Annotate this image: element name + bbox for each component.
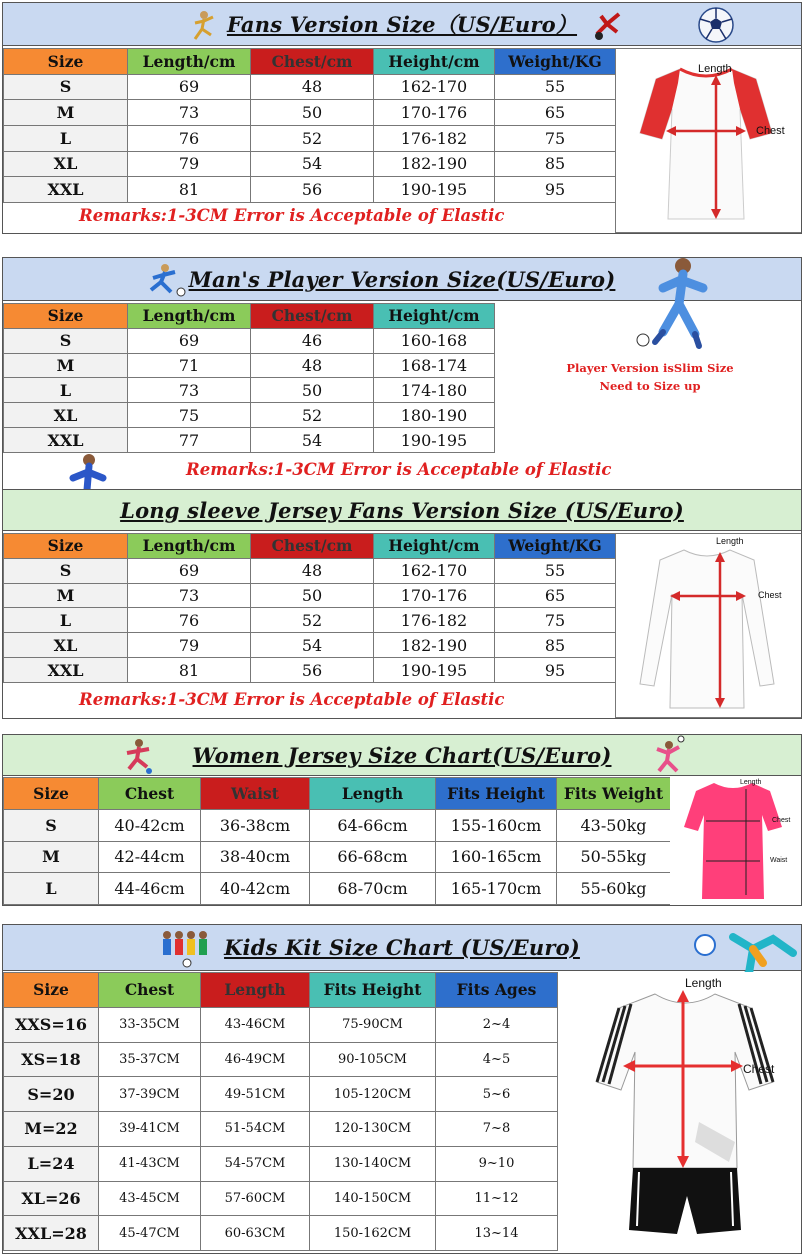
table-row bbox=[4, 403, 495, 428]
size-cell: M bbox=[4, 583, 128, 608]
table-row bbox=[4, 841, 671, 873]
player-note-line-1: Player Version isSlim Size bbox=[566, 361, 734, 375]
table-cell: 56 bbox=[251, 177, 374, 203]
kids-team-icon bbox=[159, 929, 209, 969]
table-cell: 180-190 bbox=[374, 403, 495, 428]
size-cell: M=22 bbox=[4, 1112, 99, 1147]
table-row bbox=[4, 1181, 558, 1216]
table-cell: 182-190 bbox=[374, 151, 495, 177]
table-cell: 76 bbox=[128, 125, 251, 151]
diagram-length-label: Length bbox=[716, 536, 744, 546]
table-cell: 165-170cm bbox=[436, 873, 557, 905]
kids-header-length: Length bbox=[201, 973, 310, 1008]
table-row bbox=[4, 1112, 558, 1147]
table-cell: 90-105CM bbox=[310, 1042, 436, 1077]
size-cell: XXS=16 bbox=[4, 1007, 99, 1042]
longsleeve-header-size: Size bbox=[4, 534, 128, 559]
diagram-length-label: Length bbox=[698, 63, 732, 75]
table-row bbox=[4, 74, 616, 100]
table-row bbox=[4, 873, 671, 905]
table-cell: 150-162CM bbox=[310, 1216, 436, 1251]
table-cell: 68-70cm bbox=[310, 873, 436, 905]
table-row bbox=[4, 100, 616, 126]
fans-header-height: Height/cm bbox=[374, 49, 495, 75]
size-cell: XXL bbox=[4, 177, 128, 203]
table-row bbox=[4, 633, 616, 658]
table-cell: 170-176 bbox=[374, 100, 495, 126]
table-cell: 46-49CM bbox=[201, 1042, 310, 1077]
table-cell: 73 bbox=[128, 100, 251, 126]
diagram-length-label: Length bbox=[740, 779, 762, 786]
table-row bbox=[4, 328, 495, 353]
kids-header-chest: Chest bbox=[99, 973, 201, 1008]
fans-header-length: Length/cm bbox=[128, 49, 251, 75]
table-row bbox=[4, 658, 616, 683]
table-row bbox=[4, 558, 616, 583]
table-cell: 56 bbox=[251, 658, 374, 683]
table-cell: 52 bbox=[251, 608, 374, 633]
fans-jersey-diagram bbox=[615, 48, 802, 233]
table-cell: 55 bbox=[495, 558, 616, 583]
table-cell: 55-60kg bbox=[557, 873, 671, 905]
size-cell: XXL=28 bbox=[4, 1216, 99, 1251]
fans-header-size: Size bbox=[4, 49, 128, 75]
table-cell: 176-182 bbox=[374, 125, 495, 151]
table-cell: 54 bbox=[251, 428, 374, 453]
fans-title-bar bbox=[3, 3, 801, 46]
table-cell: 41-43CM bbox=[99, 1146, 201, 1181]
size-cell: M bbox=[4, 100, 128, 126]
table-cell: 54 bbox=[251, 151, 374, 177]
table-cell: 162-170 bbox=[374, 558, 495, 583]
table-cell: 60-63CM bbox=[201, 1216, 310, 1251]
size-cell: L bbox=[4, 378, 128, 403]
fans-header-row bbox=[4, 49, 616, 75]
table-cell: 38-40cm bbox=[201, 841, 310, 873]
women-header-waist: Waist bbox=[201, 778, 310, 810]
table-cell: 69 bbox=[128, 558, 251, 583]
kids-header-fits-ages: Fits Ages bbox=[436, 973, 558, 1008]
table-row bbox=[4, 1042, 558, 1077]
longsleeve-header-weight: Weight/KG bbox=[495, 534, 616, 559]
table-cell: 43-50kg bbox=[557, 809, 671, 841]
size-cell: L bbox=[4, 608, 128, 633]
table-cell: 73 bbox=[128, 378, 251, 403]
table-cell: 44-46cm bbox=[99, 873, 201, 905]
table-row bbox=[4, 151, 616, 177]
table-cell: 7~8 bbox=[436, 1112, 558, 1147]
table-cell: 11~12 bbox=[436, 1181, 558, 1216]
diagram-chest-label: Chest bbox=[756, 125, 785, 137]
table-row bbox=[4, 608, 616, 633]
longsleeve-remarks: Remarks:1-3CM Error is Acceptable of Elastic bbox=[79, 690, 505, 709]
table-cell: 81 bbox=[128, 177, 251, 203]
player-kick-icon bbox=[189, 9, 219, 43]
player-header-chest: Chest/cm bbox=[251, 304, 374, 329]
table-cell: 9~10 bbox=[436, 1146, 558, 1181]
longsleeve-title: Long sleeve Jersey Fans Version Size (US/Euro) bbox=[120, 497, 684, 523]
table-cell: 85 bbox=[495, 151, 616, 177]
women-header-size: Size bbox=[4, 778, 99, 810]
table-cell: 49-51CM bbox=[201, 1077, 310, 1112]
table-cell: 33-35CM bbox=[99, 1007, 201, 1042]
women-header-length: Length bbox=[310, 778, 436, 810]
size-cell: XXL bbox=[4, 658, 128, 683]
kids-kit-icon bbox=[559, 972, 802, 1253]
women-size-section bbox=[2, 734, 802, 906]
diagram-chest-label: Chest bbox=[743, 1062, 775, 1076]
fans-header-weight: Weight/KG bbox=[495, 49, 616, 75]
table-cell: 65 bbox=[495, 583, 616, 608]
size-cell: L bbox=[4, 125, 128, 151]
player-kicking-photo-icon bbox=[633, 257, 723, 354]
player-running-icon bbox=[139, 262, 189, 298]
size-cell: L bbox=[4, 873, 99, 905]
table-cell: 52 bbox=[251, 403, 374, 428]
table-cell: 57-60CM bbox=[201, 1181, 310, 1216]
player-title: Man's Player Version Size(US/Euro) bbox=[188, 266, 616, 292]
table-cell: 79 bbox=[128, 633, 251, 658]
longsleeve-title-bar bbox=[3, 489, 801, 531]
table-cell: 174-180 bbox=[374, 378, 495, 403]
kids-kit-diagram bbox=[559, 972, 802, 1253]
size-cell: XL bbox=[4, 151, 128, 177]
table-cell: 64-66cm bbox=[310, 809, 436, 841]
player-header-row bbox=[4, 304, 495, 329]
table-cell: 120-130CM bbox=[310, 1112, 436, 1147]
diagram-chest-label: Chest bbox=[758, 590, 782, 600]
table-cell: 39-41CM bbox=[99, 1112, 201, 1147]
table-cell: 81 bbox=[128, 658, 251, 683]
table-cell: 85 bbox=[495, 633, 616, 658]
table-cell: 52 bbox=[251, 125, 374, 151]
table-row bbox=[4, 1007, 558, 1042]
table-cell: 4~5 bbox=[436, 1042, 558, 1077]
table-row bbox=[4, 378, 495, 403]
soccer-ball-icon bbox=[697, 6, 735, 44]
kids-size-section bbox=[2, 924, 802, 1254]
size-cell: M bbox=[4, 353, 128, 378]
diagram-length-label: Length bbox=[685, 976, 722, 990]
women-header-fits-weight: Fits Weight bbox=[557, 778, 671, 810]
women-header-chest: Chest bbox=[99, 778, 201, 810]
longsleeve-header-row bbox=[4, 534, 616, 559]
table-cell: 176-182 bbox=[374, 608, 495, 633]
size-cell: XL=26 bbox=[4, 1181, 99, 1216]
longsleeve-header-length: Length/cm bbox=[128, 534, 251, 559]
women-title: Women Jersey Size Chart(US/Euro) bbox=[192, 742, 612, 768]
table-cell: 95 bbox=[495, 658, 616, 683]
table-cell: 13~14 bbox=[436, 1216, 558, 1251]
table-cell: 190-195 bbox=[374, 658, 495, 683]
table-cell: 40-42cm bbox=[201, 873, 310, 905]
kids-size-table bbox=[3, 972, 558, 1251]
table-cell: 36-38cm bbox=[201, 809, 310, 841]
table-cell: 95 bbox=[495, 177, 616, 203]
table-cell: 45-47CM bbox=[99, 1216, 201, 1251]
table-cell: 48 bbox=[251, 558, 374, 583]
table-row bbox=[4, 1077, 558, 1112]
long-sleeve-jersey-icon bbox=[616, 534, 802, 718]
table-cell: 43-46CM bbox=[201, 1007, 310, 1042]
table-cell: 54-57CM bbox=[201, 1146, 310, 1181]
table-cell: 75 bbox=[495, 125, 616, 151]
size-cell: S=20 bbox=[4, 1077, 99, 1112]
table-cell: 51-54CM bbox=[201, 1112, 310, 1147]
table-row bbox=[4, 125, 616, 151]
diagram-chest-label: Chest bbox=[772, 817, 791, 824]
table-cell: 170-176 bbox=[374, 583, 495, 608]
fans-header-chest: Chest/cm bbox=[251, 49, 374, 75]
table-cell: 75 bbox=[128, 403, 251, 428]
table-row bbox=[4, 809, 671, 841]
longsleeve-size-table bbox=[3, 533, 616, 683]
kids-header-size: Size bbox=[4, 973, 99, 1008]
kids-title: Kids Kit Size Chart (US/Euro) bbox=[224, 935, 580, 960]
player-slim-note bbox=[555, 359, 745, 395]
women-jersey-icon bbox=[670, 777, 802, 905]
table-cell: 42-44cm bbox=[99, 841, 201, 873]
diagram-waist-label: Waist bbox=[770, 857, 788, 864]
player-header-size: Size bbox=[4, 304, 128, 329]
table-cell: 35-37CM bbox=[99, 1042, 201, 1077]
player-header-length: Length/cm bbox=[128, 304, 251, 329]
table-cell: 75-90CM bbox=[310, 1007, 436, 1042]
table-cell: 77 bbox=[128, 428, 251, 453]
longsleeve-header-chest: Chest/cm bbox=[251, 534, 374, 559]
table-cell: 69 bbox=[128, 74, 251, 100]
size-cell: XXL bbox=[4, 428, 128, 453]
table-cell: 160-165cm bbox=[436, 841, 557, 873]
player-note-line-2: Need to Size up bbox=[599, 379, 701, 393]
player-size-table bbox=[3, 303, 495, 453]
table-cell: 40-42cm bbox=[99, 809, 201, 841]
table-cell: 140-150CM bbox=[310, 1181, 436, 1216]
fans-size-section bbox=[2, 2, 802, 234]
player-header-height: Height/cm bbox=[374, 304, 495, 329]
table-cell: 65 bbox=[495, 100, 616, 126]
size-cell: M bbox=[4, 841, 99, 873]
table-cell: 54 bbox=[251, 633, 374, 658]
table-cell: 168-174 bbox=[374, 353, 495, 378]
table-cell: 160-168 bbox=[374, 328, 495, 353]
player-and-longsleeve-section bbox=[2, 257, 802, 719]
table-cell: 50 bbox=[251, 583, 374, 608]
kids-title-bar bbox=[3, 925, 801, 971]
table-cell: 190-195 bbox=[374, 177, 495, 203]
kids-header-fits-height: Fits Height bbox=[310, 973, 436, 1008]
table-cell: 46 bbox=[251, 328, 374, 353]
table-cell: 50 bbox=[251, 378, 374, 403]
size-cell: S bbox=[4, 328, 128, 353]
size-cell: S bbox=[4, 558, 128, 583]
longsleeve-header-height: Height/cm bbox=[374, 534, 495, 559]
fans-remarks: Remarks:1-3CM Error is Acceptable of Elastic bbox=[79, 206, 505, 225]
table-row bbox=[4, 428, 495, 453]
size-cell: XL bbox=[4, 403, 128, 428]
short-sleeve-jersey-icon bbox=[616, 49, 802, 233]
table-cell: 69 bbox=[128, 328, 251, 353]
table-cell: 182-190 bbox=[374, 633, 495, 658]
table-cell: 105-120CM bbox=[310, 1077, 436, 1112]
table-row bbox=[4, 177, 616, 203]
longsleeve-jersey-diagram bbox=[615, 533, 802, 718]
size-cell: S bbox=[4, 809, 99, 841]
women-jersey-diagram bbox=[670, 777, 802, 905]
table-cell: 5~6 bbox=[436, 1077, 558, 1112]
table-cell: 79 bbox=[128, 151, 251, 177]
player-remarks: Remarks:1-3CM Error is Acceptable of Elastic bbox=[186, 460, 612, 479]
table-cell: 76 bbox=[128, 608, 251, 633]
table-cell: 190-195 bbox=[374, 428, 495, 453]
table-row bbox=[4, 353, 495, 378]
size-cell: XS=18 bbox=[4, 1042, 99, 1077]
table-cell: 73 bbox=[128, 583, 251, 608]
size-cell: S bbox=[4, 74, 128, 100]
table-cell: 43-45CM bbox=[99, 1181, 201, 1216]
table-cell: 130-140CM bbox=[310, 1146, 436, 1181]
player-bicycle-kick-icon bbox=[591, 8, 625, 42]
player-female-kick-icon bbox=[121, 737, 155, 775]
kids-header-row bbox=[4, 973, 558, 1008]
table-cell: 48 bbox=[251, 353, 374, 378]
table-cell: 66-68cm bbox=[310, 841, 436, 873]
table-cell: 48 bbox=[251, 74, 374, 100]
table-cell: 2~4 bbox=[436, 1007, 558, 1042]
table-cell: 155-160cm bbox=[436, 809, 557, 841]
table-cell: 71 bbox=[128, 353, 251, 378]
table-cell: 55 bbox=[495, 74, 616, 100]
table-cell: 37-39CM bbox=[99, 1077, 201, 1112]
player-female-header-icon bbox=[649, 735, 689, 775]
fans-title: Fans Version Size（US/Euro） bbox=[226, 12, 578, 37]
table-row bbox=[4, 1146, 558, 1181]
fans-size-table bbox=[3, 48, 616, 203]
women-size-table bbox=[3, 777, 671, 905]
women-header-fits-height: Fits Height bbox=[436, 778, 557, 810]
women-header-row bbox=[4, 778, 671, 810]
table-cell: 50 bbox=[251, 100, 374, 126]
table-row bbox=[4, 1216, 558, 1251]
table-row bbox=[4, 583, 616, 608]
size-cell: XL bbox=[4, 633, 128, 658]
size-cell: L=24 bbox=[4, 1146, 99, 1181]
table-cell: 50-55kg bbox=[557, 841, 671, 873]
table-cell: 162-170 bbox=[374, 74, 495, 100]
table-cell: 75 bbox=[495, 608, 616, 633]
